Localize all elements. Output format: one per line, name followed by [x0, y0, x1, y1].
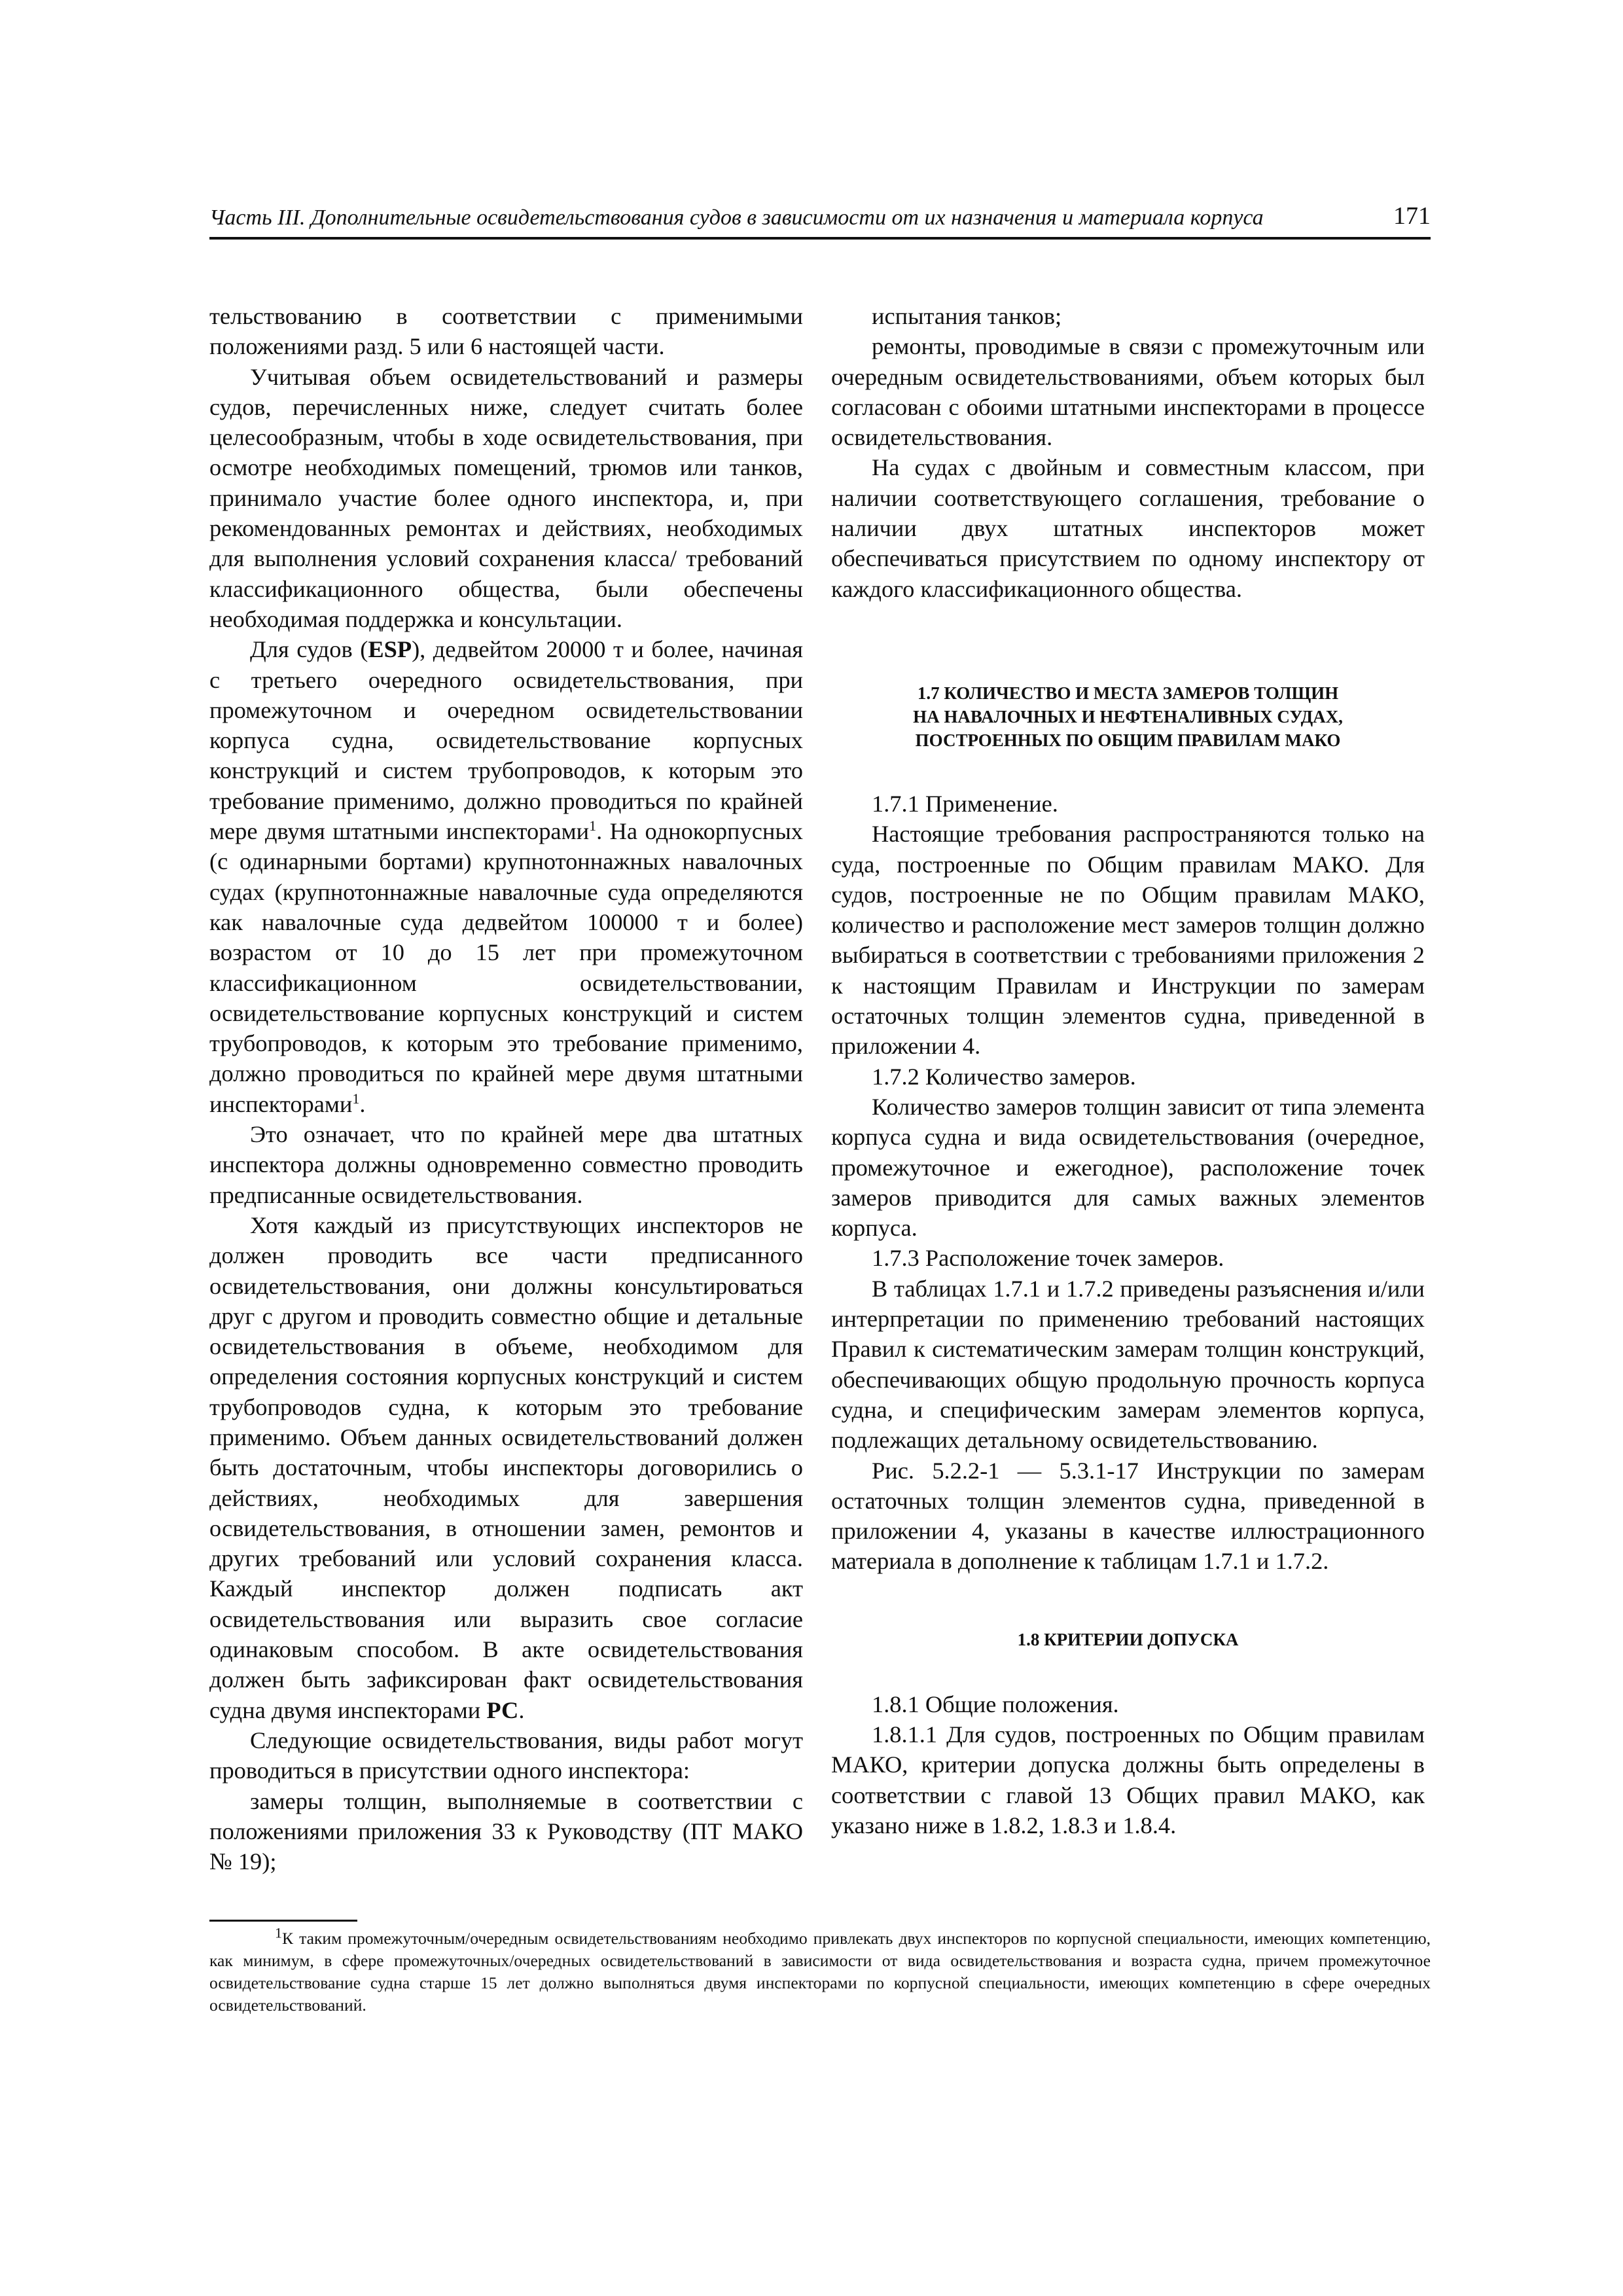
text-run: .: [518, 1696, 525, 1723]
left-column: [209, 301, 803, 1876]
spacer: [831, 752, 1425, 789]
page-header: [209, 196, 1431, 240]
subsection-heading: 1.7.3 Расположение точек замеров.: [872, 1245, 1224, 1272]
paragraph: Рис. 5.2.2-1 — 5.3.1-17 Инструкции по замерам остаточных толщин элементов судна, приведенной в приложении 4, указаны в качестве иллюстрационного материала в дополнение к таблицам 1.7.1 и 1.7.2.: [831, 1457, 1425, 1575]
section-heading-1-7: [831, 681, 1425, 752]
heading-line: НА НАВАЛОЧНЫХ И НЕФТЕНАЛИВНЫХ СУДАХ,: [913, 706, 1343, 726]
subsection-heading: 1.8.1 Общие положения.: [872, 1691, 1119, 1717]
heading-line: 1.7 КОЛИЧЕСТВО И МЕСТА ЗАМЕРОВ ТОЛЩИН: [917, 683, 1339, 703]
page-number: 171: [1393, 202, 1431, 230]
paragraph: [209, 1210, 803, 1725]
paragraph: 1.8.1.1 Для судов, построенных по Общим правилам МАКО, критерии допуска должны быть определены в соответствии с главой 13 Общих правил МАКО, как указано ниже в 1.8.2, 1.8.3 и 1.8.4.: [831, 1721, 1425, 1839]
running-title: Часть III. Дополнительные освидетельствования судов в зависимости от их назначения и материала корпуса: [209, 206, 1264, 230]
right-column: [831, 301, 1425, 1840]
paragraph: Следующие освидетельствования, виды работ могут проводиться в присутствии одного инспектора:: [209, 1727, 803, 1784]
paragraph: Количество замеров толщин зависит от типа элемента корпуса судна и вида освидетельствования (очередное, промежуточное и ежегодное), расположение точек замеров приводится для самых важных элементов корпуса.: [831, 1093, 1425, 1242]
list-item: ремонты, проводимые в связи с промежуточным или очередным освидетельствованиями, объем которых был согласован с обоими штатными инспекторами в процессе освидетельствования.: [831, 333, 1425, 451]
text-run: Хотя каждый из присутствующих инспекторов не должен проводить все части предписанного освидетельствования, они должны консультироваться друг с другом и проводить совместно общие и детальные освидетельствования в объеме, необходимом для определения состояния корпусных конструкций и систем трубопроводов судна, к которым это требование применимо. Объем данных освидетельствований должен быть достаточным, чтобы инспекторы договорились о действиях, необходимых для завершения освидетельствования, в отношении замен, ремонтов и других требований или условий сохранения класса. Каждый инспектор должен подписать акт освидетельствования или выразить свое согласие одинаковым способом. В акте освидетельствования должен быть зафиксирован факт освидетельствования судна двумя инспекторами: [209, 1211, 803, 1723]
footnote-ref: 1: [589, 817, 597, 834]
heading-line: ПОСТРОЕННЫХ ПО ОБЩИМ ПРАВИЛАМ МАКО: [915, 730, 1341, 750]
list-item: испытания танков;: [872, 303, 1062, 329]
footnote-text: К таким промежуточным/очередным освидетельствованиям необходимо привлекать двух инспекторов по корпусной специальности, имеющих компетенцию, как минимум, в сфере промежуточных/очередных освидетельствований в зависимости от вида освидетельствования и возраста судна, причем промежуточное освидетельствование судна старше 15 лет должно выполняться двумя инспекторами по корпусной специальности, имеющих компетенцию в сфере очередных освидетельствований.: [209, 1929, 1431, 2015]
spacer: [831, 604, 1425, 681]
text-run-bold: ESP: [368, 636, 412, 663]
paragraph: Учитывая объем освидетельствований и размеры судов, перечисленных ниже, следует считать более целесообразным, чтобы в ходе освидетельствования, при осмотре необходимых помещений, трюмов или танков, принимало участие более одного инспектора, и, при рекомендованных ремонтах и действиях, необходимых для выполнения условий сохранения класса/ требований классификационного общества, были обеспечены необходимая поддержка и консультации.: [209, 363, 803, 632]
paragraph: Это означает, что по крайней мере два штатных инспектора должны одновременно совместно проводить предписанные освидетельствования.: [209, 1121, 803, 1208]
subsection-heading: 1.7.1 Применение.: [872, 790, 1058, 817]
text-run: . На однокорпусных (с одинарными бортами) крупнотоннажных навалочных судах (крупнотоннажные навалочные суда определяются как навалочные суда дедвейтом 100000 т и более) возрастом от 10 до 15 лет при промежуточном классификационном освидетельствовании, освидетельствование корпусных конструкций и систем трубопроводов, к которым это требование применимо, должно проводиться по крайней мере двумя штатными инспекторами: [209, 818, 803, 1117]
text-run: ), дедвейтом 20000 т и более, начиная с третьего очередного освидетельствования, при промежуточном и очередном освидетельствовании корпуса судна, освидетельствование корпусных конструкций и систем трубопроводов, к которым это требование применимо, должно проводиться по крайней мере двумя штатными инспекторами: [209, 636, 803, 845]
paragraph: В таблицах 1.7.1 и 1.7.2 приведены разъяснения и/или интерпретации по применению требований настоящих Правил к систематическим замерам толщин конструкций, обеспечивающих общую продольную прочность корпуса судна, и специфическим замерам элементов корпуса, подлежащих детальному освидетельствованию.: [831, 1275, 1425, 1454]
footnote-mark: 1: [275, 1924, 282, 1941]
paragraph: На судах с двойным и совместным классом, при наличии соответствующего соглашения, требование о наличии двух штатных инспекторов может обеспечиваться присутствием по одному инспектору от каждого классификационного общества.: [831, 454, 1425, 602]
footnote-separator: [209, 1920, 357, 1922]
text-run: .: [359, 1090, 366, 1117]
paragraph: Настоящие требования распространяются только на суда, построенные по Общим правилам МАКО. Для судов, построенные не по Общим правилам МАКО, количество и расположение мест замеров толщин должно выбираться в соответствии с требованиями приложения 2 к настоящим Правилам и Инструкции по замерам остаточных толщин элементов судна, приведенной в приложении 4.: [831, 821, 1425, 1060]
footnote-indent: [209, 1929, 275, 1948]
text-run-bold: РС: [486, 1696, 519, 1723]
text-run: Для судов (: [250, 636, 368, 663]
spacer: [831, 1577, 1425, 1628]
subsection-heading: 1.7.2 Количество замеров.: [872, 1063, 1136, 1090]
section-heading-1-8: 1.8 КРИТЕРИИ ДОПУСКА: [1017, 1629, 1239, 1649]
paragraph: [209, 634, 803, 1119]
spacer: [831, 1651, 1425, 1689]
paragraph: тельствованию в соответствии с применимыми положениями разд. 5 или 6 настоящей части.: [209, 303, 803, 360]
footnote: [209, 1924, 1431, 2017]
list-item: замеры толщин, выполняемые в соответствии с положениями приложения 33 к Руководству (ПТ МАКО № 19);: [209, 1787, 803, 1875]
footnote-ref: 1: [352, 1090, 360, 1107]
